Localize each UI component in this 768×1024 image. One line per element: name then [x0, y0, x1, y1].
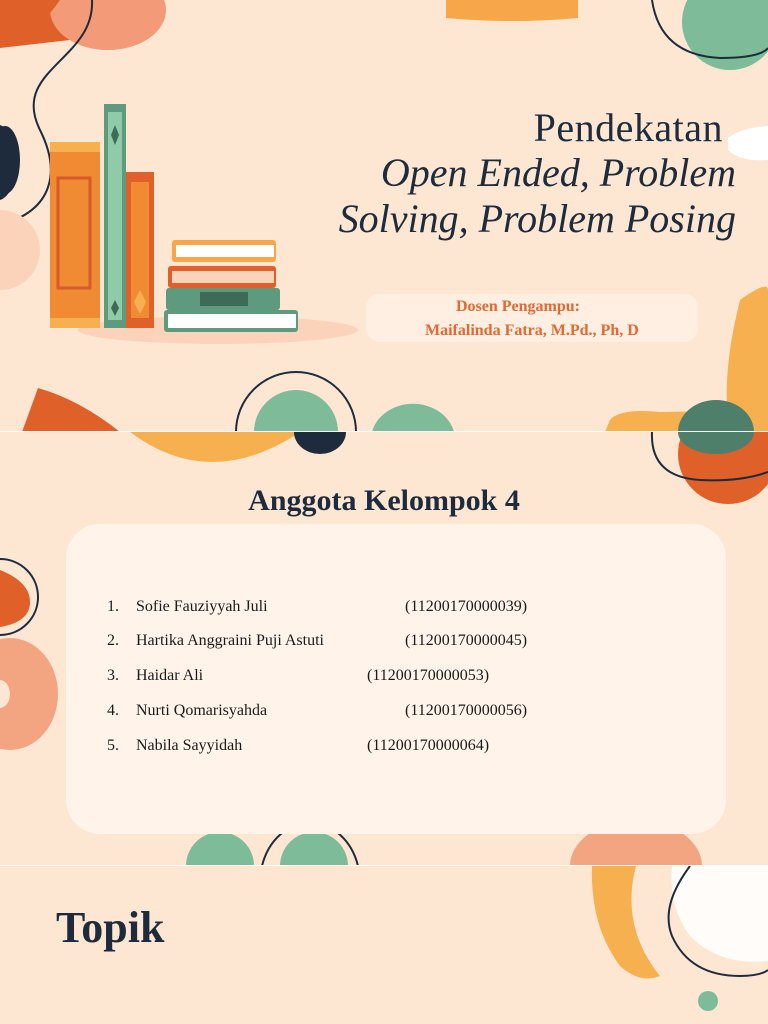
topic-slide: [0, 866, 768, 1024]
title-line-problem-posing: Solving, Problem Posing: [338, 196, 736, 241]
member-name: Sofie Fauziyyah Juli: [136, 598, 268, 615]
member-nim: (11200170000045): [405, 632, 528, 649]
member-number: 3.: [107, 667, 119, 684]
member-nim: (11200170000039): [405, 598, 528, 615]
member-number: 4.: [107, 702, 119, 719]
member-number: 5.: [107, 737, 119, 754]
member-name: Hartika Anggraini Puji Astuti: [136, 632, 324, 649]
topic-heading: Topik: [56, 903, 165, 952]
members-slide: [0, 432, 768, 866]
members-heading: Anggota Kelompok 4: [248, 484, 520, 517]
title-line-open-ended: Open Ended, Problem: [380, 150, 736, 195]
lecturer-name: Maifalinda Fatra, M.Pd., Ph, D: [425, 322, 639, 339]
lecturer-label: Dosen Pengampu:: [456, 298, 581, 315]
member-name: Nabila Sayyidah: [136, 737, 243, 754]
member-name: Haidar Ali: [136, 667, 204, 684]
member-nim: (11200170000064): [367, 737, 490, 754]
member-number: 1.: [107, 598, 119, 615]
member-nim: (11200170000056): [405, 702, 528, 719]
member-name: Nurti Qomarisyahda: [136, 702, 268, 719]
member-number: 2.: [107, 632, 119, 649]
title-slide: [0, 0, 768, 432]
title-subtitle: [176, 150, 736, 242]
title-pendekatan: Pendekatan: [533, 105, 723, 150]
member-nim: (11200170000053): [367, 667, 490, 684]
